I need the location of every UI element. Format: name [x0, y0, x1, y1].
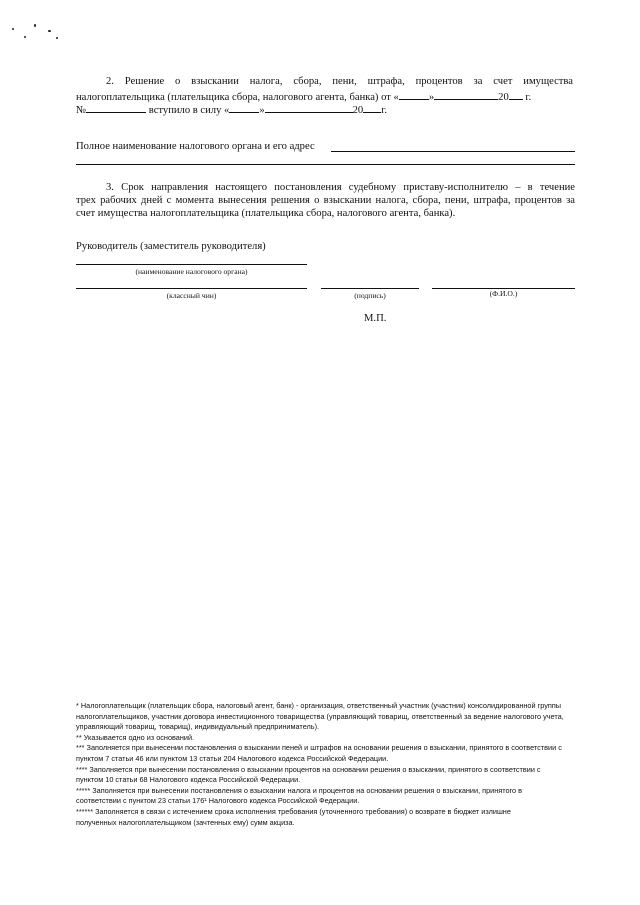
- force-day-blank: [229, 101, 259, 113]
- seal-placeholder: М.П.: [364, 313, 387, 324]
- head-label: Руководитель (заместитель руководителя): [76, 241, 266, 252]
- footnote-line: пунктом 7 статьи 46 или пунктом 13 статьи 204 Налогового кодекса Российской Федерации.: [76, 753, 389, 763]
- section3-line1: 3. Срок направления настоящего постановления судебному приставу-исполнителю – в течение: [106, 182, 575, 193]
- footnote-line: **** Заполняется при вынесении постановления о взыскании процентов на основании решения о взыскании, принятого в соответствии с: [76, 764, 541, 774]
- tax-authority-label: Полное наименование налогового органа и его адрес: [76, 141, 315, 152]
- decision-year-prefix: 20: [498, 92, 509, 103]
- entry-into-force-prefix: вступило в силу «: [148, 105, 230, 116]
- tax-authority-field-line-2: [76, 164, 575, 165]
- org-name-caption: (наименование налогового органа): [135, 267, 248, 276]
- footnote-line: налогоплательщиков, участник договора инвестиционного товарищества (управляющий товарищ, ответственный за ведение налогового учета,: [76, 711, 564, 721]
- footnote-line: ***** Заполняется при вынесении постановления о взыскании налога и процентов на основании решения о взыскании, принятого в: [76, 785, 522, 795]
- decision-date-quote: »: [428, 92, 435, 103]
- scan-specks: [10, 22, 70, 46]
- signature-line: [321, 288, 419, 289]
- footnote-line: пунктом 10 статьи 68 Налогового кодекса Российской Федерации.: [76, 775, 301, 785]
- force-year-blank: [363, 101, 381, 113]
- footnote-line: соответствии с пунктом 23 статьи 176¹ Налогового кодекса Российской Федерации.: [76, 796, 360, 806]
- decision-year-blank: [509, 88, 523, 100]
- section3-line2: трех рабочих дней с момента вынесения решения о взыскании налога, сбора, пени, штрафа, процентов за: [76, 195, 575, 206]
- footnote-line: управляющий товарищ, товарищ), индивидуальный предприниматель).: [76, 722, 320, 732]
- force-year-suffix: г.: [381, 105, 388, 116]
- decision-number-blank: [86, 101, 146, 113]
- decision-month-blank: [434, 88, 498, 100]
- decision-date-prefix: налогоплательщика (плательщика сбора, налогового агента, банка) от «: [76, 92, 399, 103]
- force-date-quote: »: [259, 105, 265, 116]
- footnote-line: *** Заполняется при вынесении постановления о взыскании пеней и штрафов на основании решения о взыскании, принятого в соответствии с: [76, 743, 562, 753]
- footnote-line: полученных налогоплательщиком (зачтенных ему) сумм акциза.: [76, 817, 295, 827]
- section2-line1: 2. Решение о взыскании налога, сбора, пени, штрафа, процентов за счет имущества: [106, 76, 573, 87]
- footnote-line: ****** Заполняется в связи с истечением срока исполнения требования (уточненного требования) о возврате в бюджет излишне: [76, 806, 511, 816]
- footnotes: [76, 701, 576, 828]
- footnote-line: ** Указывается одно из оснований.: [76, 732, 195, 742]
- org-name-line: [76, 264, 307, 265]
- rank-caption: (классный чин): [166, 291, 217, 300]
- section3-line3: счет имущества налогоплательщика (плательщика сбора, налогового агента, банка).: [76, 208, 456, 219]
- force-year-prefix: 20: [352, 105, 364, 116]
- footnote-line: * Налогоплательщик (плательщик сбора, налоговый агент, банк) - организация, ответственный участник (участник) консолидированной группы: [76, 701, 562, 710]
- decision-number-label: №: [76, 105, 87, 116]
- signature-caption: (подпись): [354, 291, 386, 300]
- rank-line: [76, 288, 307, 289]
- tax-authority-field-line-1: [331, 151, 575, 152]
- section2-line3: [76, 101, 576, 118]
- full-name-caption: (Ф.И.О.): [489, 289, 518, 298]
- decision-year-suffix: г.: [525, 92, 532, 103]
- force-month-blank: [265, 101, 353, 113]
- decision-day-blank: [399, 88, 429, 100]
